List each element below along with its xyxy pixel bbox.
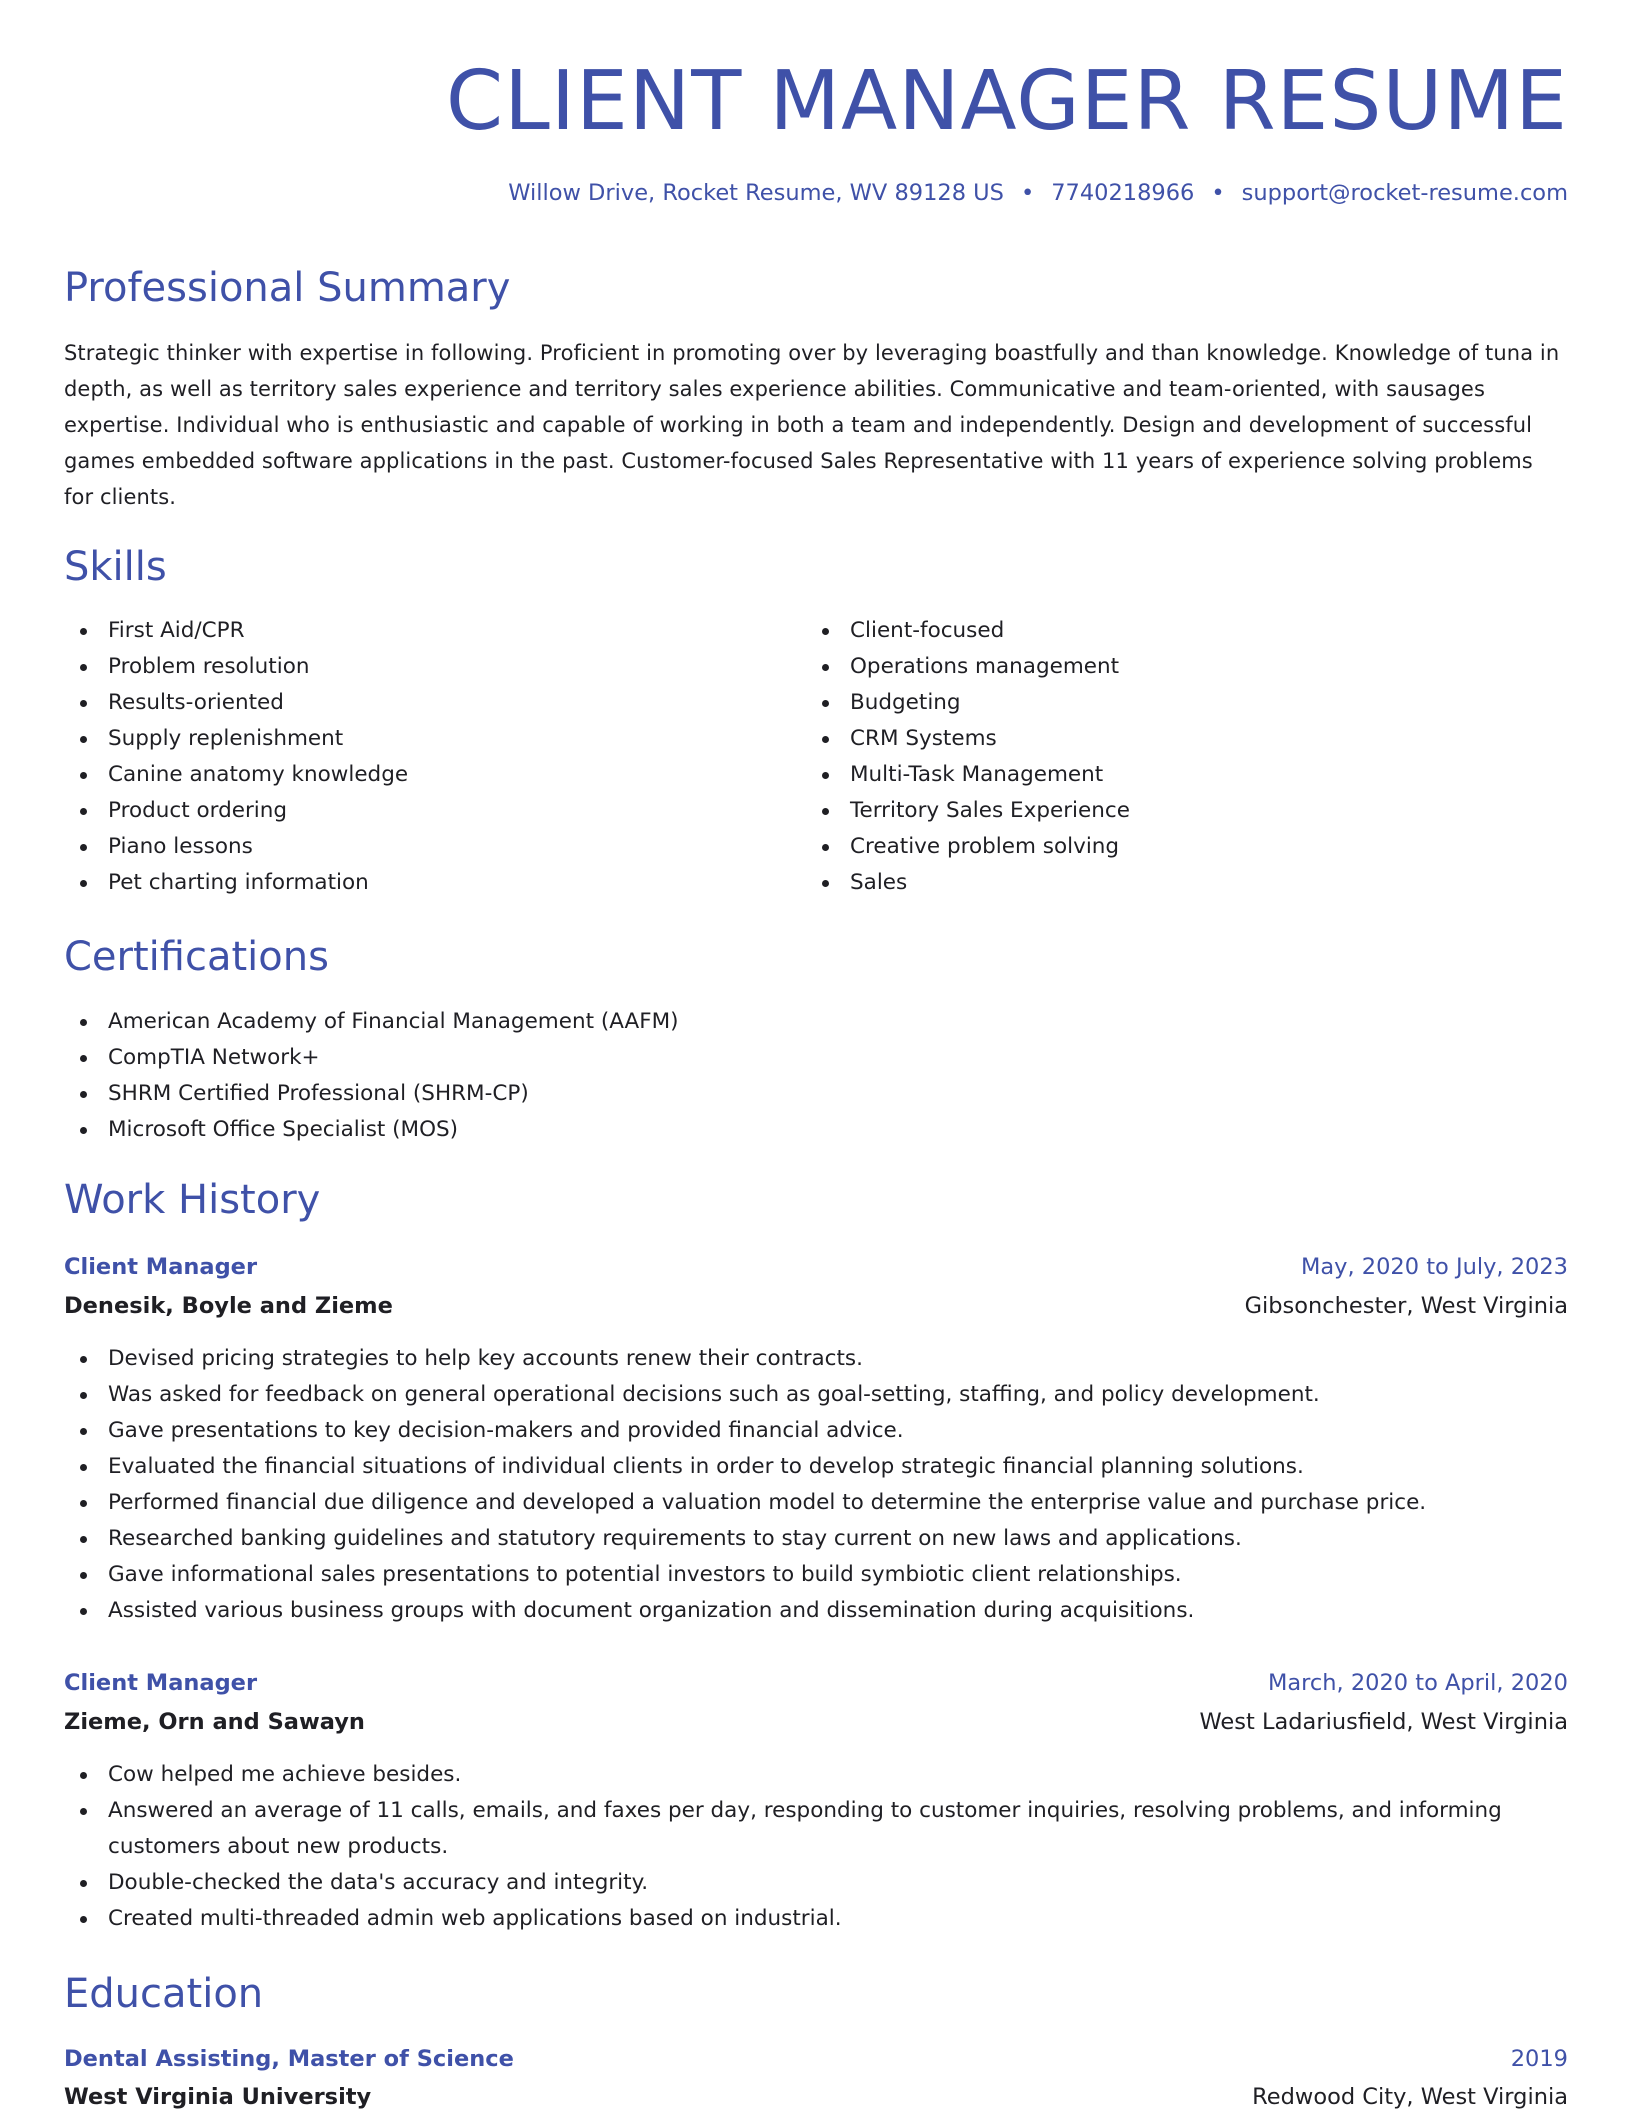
education-degree-row xyxy=(64,2044,1568,2074)
education-degree: Dental Assisting, Master of Science xyxy=(64,2046,514,2072)
job-duty-item: Performed financial due diligence and developed a valuation model to determine the enterprise value and purchase price. xyxy=(64,1485,1568,1521)
job-duty-item: Was asked for feedback on general operational decisions such as goal-setting, staffing, and policy development. xyxy=(64,1377,1568,1413)
job-duty-item: Gave informational sales presentations to potential investors to build symbiotic client relationships. xyxy=(64,1557,1568,1593)
certifications-list xyxy=(64,1004,1568,1148)
skill-item: Product ordering xyxy=(64,793,804,829)
education-year: 2019 xyxy=(1510,2046,1568,2072)
certification-item: SHRM Certified Professional (SHRM-CP) xyxy=(64,1076,1568,1112)
certifications-heading: Certifications xyxy=(64,934,329,980)
skill-item: Results-oriented xyxy=(64,685,804,721)
summary-text: Strategic thinker with expertise in following. Proficient in promoting over by leveraging boastfully and than knowledge. Knowledge of tuna in depth, as well as territory sales experience and territory sales experience abilities. Communicative and team-oriented, with sausages expertise. Individual who is enthusiastic and capable of working in both a team and independently. Design and development of successful games embedded software applications in the past. Customer-focused Sales Representative with 11 years of experience solving problems for clients. xyxy=(64,341,1560,509)
skill-item: Operations management xyxy=(806,649,1546,685)
contact-address: Willow Drive, Rocket Resume, WV 89128 US xyxy=(508,180,1004,206)
skills-heading: Skills xyxy=(64,544,167,590)
education-school-row xyxy=(64,2082,1568,2112)
job-duty-item: Double-checked the data's accuracy and integrity. xyxy=(64,1865,1524,1901)
job-company: Denesik, Boyle and Zieme xyxy=(64,1293,393,1319)
certification-item: American Academy of Financial Management (AAFM) xyxy=(64,1004,1568,1040)
skill-item: Budgeting xyxy=(806,685,1546,721)
skill-item: Creative problem solving xyxy=(806,829,1546,865)
skill-item: Multi-Task Management xyxy=(806,757,1546,793)
education-school: West Virginia University xyxy=(64,2084,372,2110)
skill-item: Supply replenishment xyxy=(64,721,804,757)
job-duty-item: Cow helped me achieve besides. xyxy=(64,1757,1524,1793)
job-duty-item: Devised pricing strategies to help key accounts renew their contracts. xyxy=(64,1341,1568,1377)
work-history-heading: Work History xyxy=(64,1177,321,1223)
contact-phone[interactable]: 7740218966 xyxy=(1051,180,1195,206)
job-duty-item: Gave presentations to key decision-makers and provided financial advice. xyxy=(64,1413,1568,1449)
summary-heading: Professional Summary xyxy=(64,265,511,311)
contact-separator: • xyxy=(1020,180,1035,206)
job-duty-item: Created multi-threaded admin web applications based on industrial. xyxy=(64,1901,1524,1937)
resume-title: CLIENT MANAGER RESUME xyxy=(445,54,1568,149)
contact-line xyxy=(508,178,1568,208)
skill-item: Problem resolution xyxy=(64,649,804,685)
job-duties-list xyxy=(64,1757,1524,1937)
job-title: Client Manager xyxy=(64,1670,258,1696)
skill-item: Piano lessons xyxy=(64,829,804,865)
skill-item: CRM Systems xyxy=(806,721,1546,757)
skill-item: Canine anatomy knowledge xyxy=(64,757,804,793)
skill-item: First Aid/CPR xyxy=(64,613,804,649)
job-company: Zieme, Orn and Sawayn xyxy=(64,1709,365,1735)
contact-separator: • xyxy=(1211,180,1225,206)
job-title-row xyxy=(64,1252,1568,1282)
job-duty-item: Answered an average of 11 calls, emails, and faxes per day, responding to customer inquiries, resolving problems, and informing customers about new products. xyxy=(64,1793,1524,1865)
skill-item: Client-focused xyxy=(806,613,1546,649)
job-company-row xyxy=(64,1291,1568,1321)
education-heading: Education xyxy=(64,1971,264,2017)
certification-item: CompTIA Network+ xyxy=(64,1040,1568,1076)
job-location: West Ladariusfield, West Virginia xyxy=(1199,1709,1568,1735)
job-duty-item: Assisted various business groups with document organization and dissemination during acquisitions. xyxy=(64,1593,1568,1629)
job-dates: May, 2020 to July, 2023 xyxy=(1300,1254,1568,1280)
job-company-row xyxy=(64,1707,1568,1737)
job-duties-list xyxy=(64,1341,1568,1629)
skill-item: Pet charting information xyxy=(64,865,804,901)
skill-item: Territory Sales Experience xyxy=(806,793,1546,829)
job-title-row xyxy=(64,1668,1568,1698)
job-dates: March, 2020 to April, 2020 xyxy=(1267,1670,1568,1696)
contact-email[interactable]: support@rocket-resume.com xyxy=(1241,180,1568,206)
skills-list-right xyxy=(806,613,1546,901)
skills-list-left xyxy=(64,613,804,901)
job-duty-item: Evaluated the financial situations of individual clients in order to develop strategic financial planning solutions. xyxy=(64,1449,1568,1485)
education-location: Redwood City, West Virginia xyxy=(1252,2084,1568,2110)
skill-item: Sales xyxy=(806,865,1546,901)
resume-page xyxy=(64,0,1568,2110)
job-duty-item: Researched banking guidelines and statutory requirements to stay current on new laws and applications. xyxy=(64,1521,1568,1557)
job-location: Gibsonchester, West Virginia xyxy=(1244,1293,1568,1319)
certification-item: Microsoft Office Specialist (MOS) xyxy=(64,1112,1568,1148)
job-title: Client Manager xyxy=(64,1254,258,1280)
